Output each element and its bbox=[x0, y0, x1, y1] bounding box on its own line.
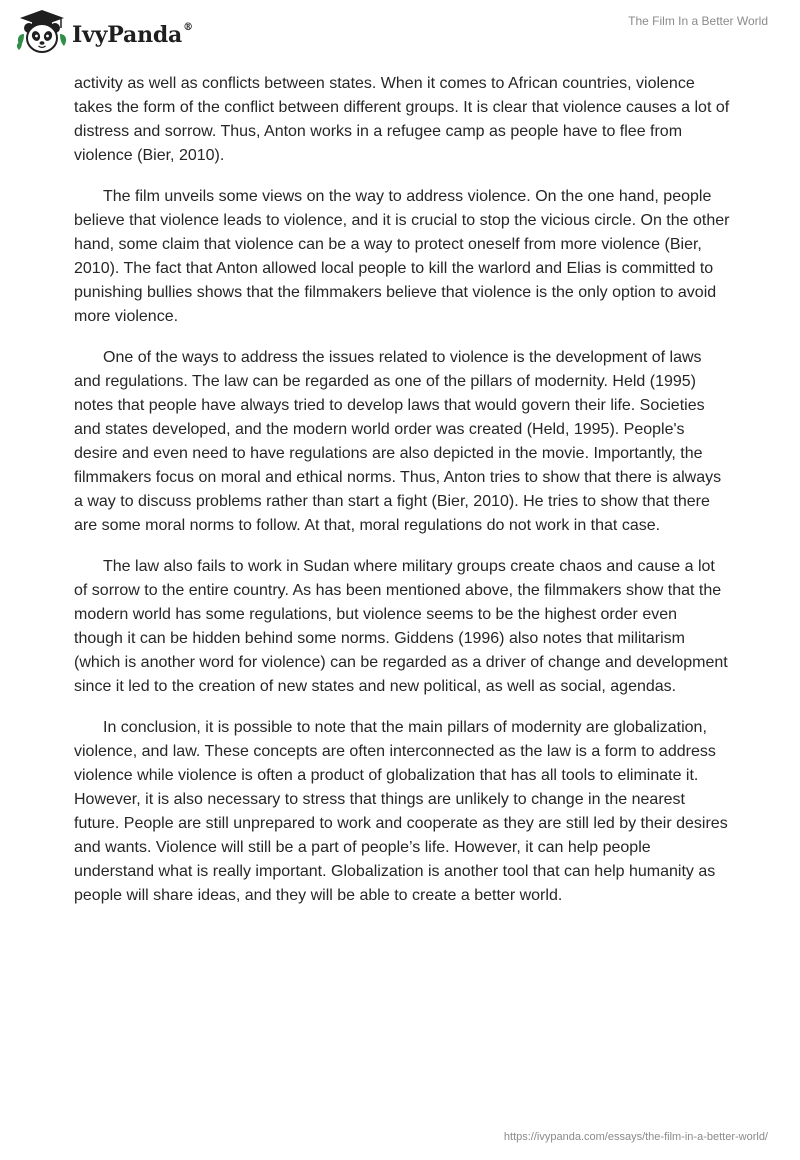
paragraph-5: In conclusion, it is possible to note that the main pillars of modernity are globalization, violence, and law. These concepts are often interconnected as the law is a form to address violence while violence is often a product of globalization that has all tools to eliminate it. However, it is also necessary to stress that things are unlikely to change in the nearest future. People are still unprepared to work and cooperate as they are still led by their desires and wants. Violence will still be a part of people’s life. However, it can help people understand what is really important. Globalization is another tool that can help humanity as people will share ideas, and they will be able to create a better world. bbox=[74, 719, 728, 904]
page-header bbox=[0, 0, 800, 64]
paragraph-4: The law also fails to work in Sudan where military groups create chaos and cause a lot of sorrow to the entire country. As has been mentioned above, the filmmakers show that the modern world has some regulations, but violence seems to be the highest order even though it can be hidden behind some norms. Giddens (1996) also notes that militarism (which is another word for violence) can be regarded as a driver of change and development since it led to the creation of new states and new political, as well as social, agendas. bbox=[74, 558, 728, 695]
paragraph-2: The film unveils some views on the way to address violence. On the one hand, people believe that violence leads to violence, and it is crucial to stop the vicious circle. On the other hand, some claim that violence can be a way to protect oneself from more violence (Bier, 2010). The fact that Anton allowed local people to kill the warlord and Elias is committed to punishing bullies shows that the filmmakers believe that violence is the only option to avoid more violence. bbox=[74, 188, 730, 325]
panda-graduation-cap-icon bbox=[14, 6, 70, 58]
logo-text: IvyPanda® bbox=[72, 21, 193, 48]
ivypanda-logo[interactable] bbox=[14, 6, 193, 58]
document-title: The Film In a Better World bbox=[628, 14, 768, 28]
essay-body bbox=[74, 72, 730, 925]
paragraph-1: activity as well as conflicts between states. When it comes to African countries, violence takes the form of the conflict between different groups. It is clear that violence causes a lot of distress and sorrow. Thus, Anton works in a refugee camp as people have to flee from violence (Bier, 2010). bbox=[74, 75, 730, 164]
paragraph-3: One of the ways to address the issues related to violence is the development of laws and regulations. The law can be regarded as one of the pillars of modernity. Held (1995) notes that people have always tried to develop laws that would govern their life. Societies and states developed, and the modern world order was created (Held, 1995). People's desire and even need to have regulations are also depicted in the movie. Importantly, the filmmakers focus on moral and ethical norms. Thus, Anton tries to show that there is always a way to discuss problems rather than start a fight (Bier, 2010). He tries to show that there are some moral norms to follow. At that, moral regulations do not work in that case. bbox=[74, 349, 722, 534]
source-url[interactable]: https://ivypanda.com/essays/the-film-in-a-better-world/ bbox=[503, 1131, 768, 1143]
registered-mark: ® bbox=[183, 21, 193, 33]
